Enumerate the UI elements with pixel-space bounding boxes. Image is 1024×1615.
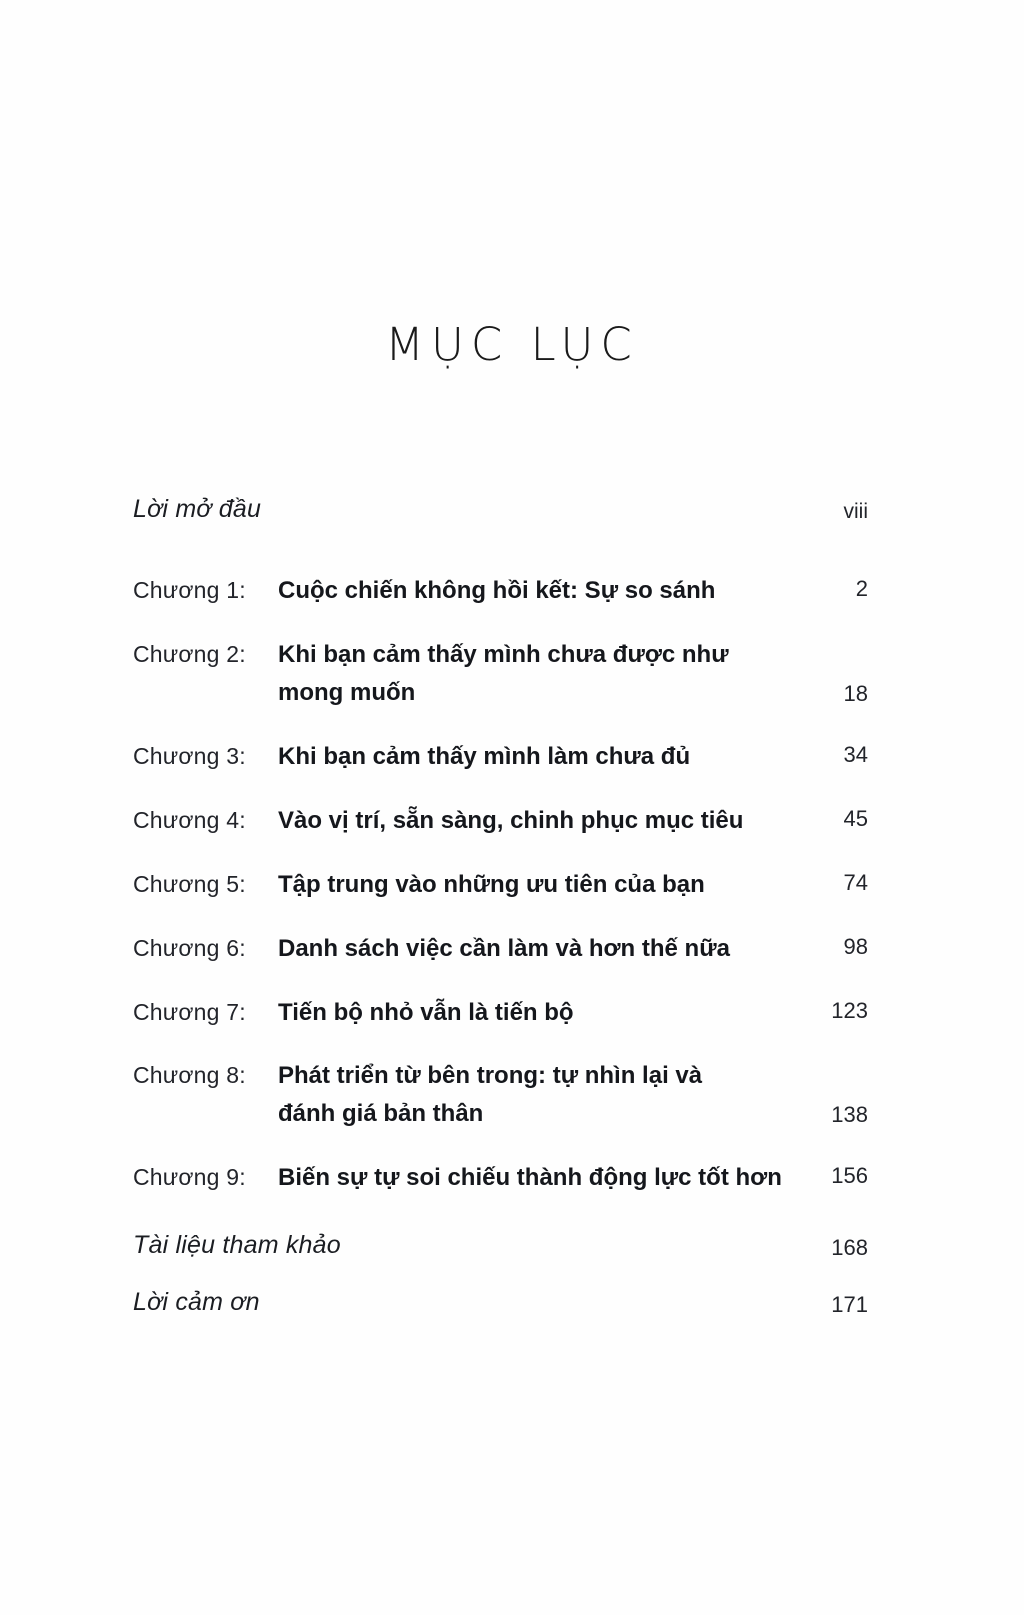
toc-entry-page: 18 <box>843 681 868 707</box>
toc-entry-page: viii <box>843 500 868 523</box>
toc-entry-title: Khi bạn cảm thấy mình làm chưa đủ <box>278 742 691 770</box>
toc-entry-chapter-4[interactable] <box>133 802 868 840</box>
toc-entry-title: Cuộc chiến không hồi kết: Sự so sánh <box>278 577 716 605</box>
toc-entry-title-line-2: đánh giá bản thân <box>278 1100 484 1128</box>
toc-entry-title: Biến sự tự soi chiếu thành động lực tốt hơn <box>278 1164 782 1192</box>
toc-entry-references[interactable] <box>133 1231 868 1266</box>
toc-entry-chapter-2[interactable] <box>133 636 868 712</box>
toc-entry-page: 168 <box>831 1235 868 1261</box>
toc-entry-title-line-1: Phát triển từ bên trong: tự nhìn lại và <box>278 1062 703 1090</box>
toc-entry-label: Chương 5: <box>133 870 246 897</box>
toc-entry-title-line-1: Khi bạn cảm thấy mình chưa được như <box>278 641 729 669</box>
table-of-contents <box>133 495 868 1349</box>
toc-entry-page: 123 <box>831 997 868 1023</box>
toc-entry-front-matter[interactable] <box>133 495 868 528</box>
toc-entry-page: 34 <box>843 741 868 767</box>
toc-entry-label: Chương 7: <box>133 998 246 1025</box>
toc-entry-page: 45 <box>843 805 868 831</box>
toc-entry-acknowledgements[interactable] <box>133 1288 868 1323</box>
toc-entry-title: Lời cảm ơn <box>133 1287 260 1316</box>
toc-entry-title: Tập trung vào những ưu tiên của bạn <box>278 870 705 898</box>
toc-entry-chapter-5[interactable] <box>133 866 868 904</box>
toc-entry-title: Tiến bộ nhỏ vẫn là tiến bộ <box>278 998 574 1026</box>
toc-entry-page: 156 <box>831 1163 868 1189</box>
toc-entry-label: Chương 2: <box>133 641 246 668</box>
page-title: MỤC LỤC <box>385 318 639 371</box>
toc-entry-title <box>278 636 806 712</box>
toc-entry-title <box>278 1057 806 1133</box>
toc-entry-chapter-6[interactable] <box>133 930 868 968</box>
toc-entry-page: 138 <box>831 1102 868 1128</box>
toc-entry-label: Chương 9: <box>133 1164 246 1191</box>
toc-entry-title: Vào vị trí, sẵn sàng, chinh phục mục tiêu <box>278 806 744 834</box>
toc-entry-chapter-3[interactable] <box>133 738 868 776</box>
toc-entry-title: Lời mở đầu <box>133 495 262 523</box>
toc-entry-page: 2 <box>855 576 868 602</box>
toc-entry-page: 98 <box>843 933 868 959</box>
toc-entry-chapter-9[interactable] <box>133 1159 868 1197</box>
toc-entry-page: 171 <box>831 1291 868 1317</box>
toc-entry-label: Chương 4: <box>133 806 246 833</box>
toc-entry-label: Chương 3: <box>133 742 246 769</box>
toc-entry-page: 74 <box>843 869 868 895</box>
toc-entry-title: Danh sách việc cần làm và hơn thế nữa <box>278 934 730 962</box>
toc-entry-chapter-7[interactable] <box>133 994 868 1032</box>
toc-entry-chapter-8[interactable] <box>133 1057 868 1133</box>
toc-entry-label: Chương 6: <box>133 934 246 961</box>
toc-entry-chapter-1[interactable] <box>133 572 868 610</box>
toc-entry-title-line-2: mong muốn <box>278 678 416 706</box>
toc-entry-label: Chương 8: <box>133 1062 246 1089</box>
toc-entry-label: Chương 1: <box>133 577 246 604</box>
toc-entry-title: Tài liệu tham khảo <box>133 1231 341 1260</box>
